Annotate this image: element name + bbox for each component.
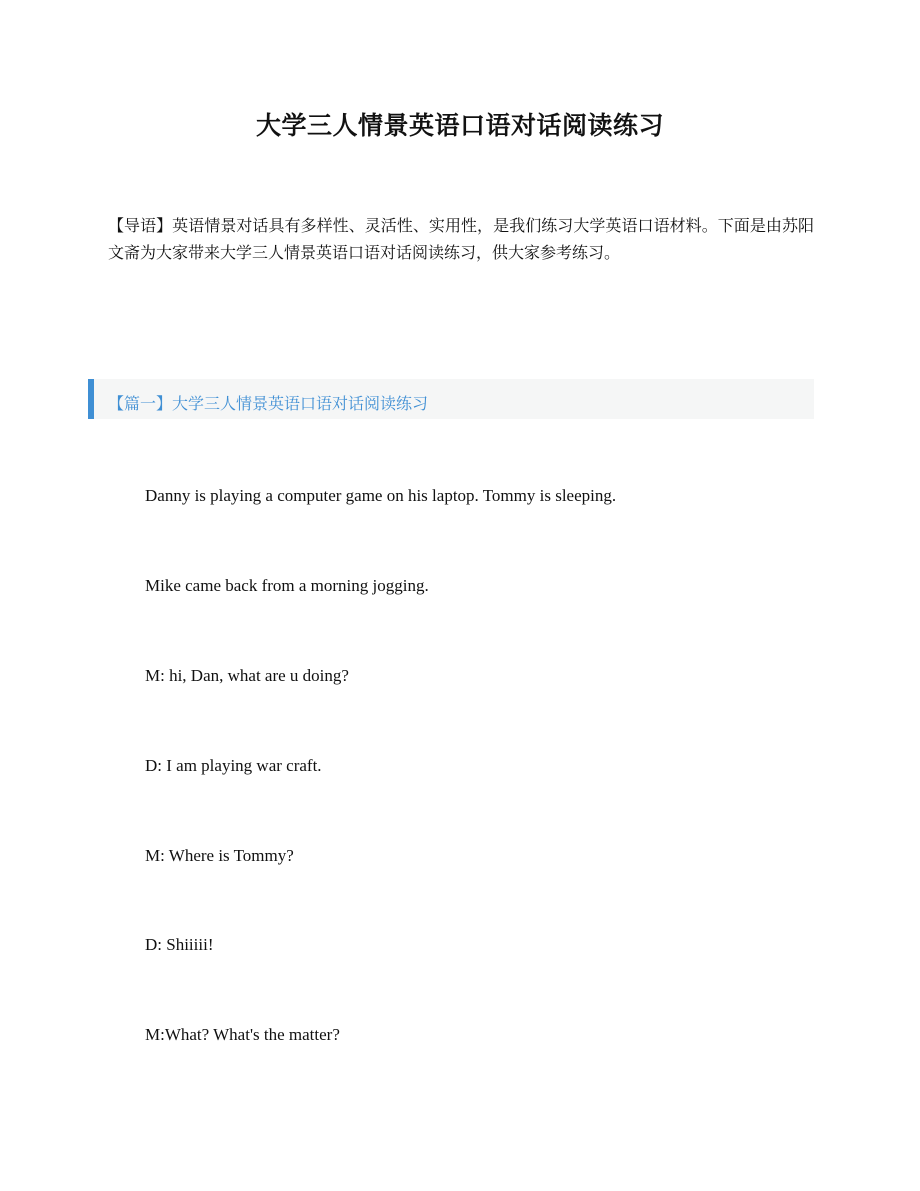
dialogue-paragraph: D: I am playing war craft. [145, 756, 322, 775]
section-heading-bar [88, 379, 814, 419]
section-title: 【篇一】大学三人情景英语口语对话阅读练习 [108, 394, 429, 413]
dialogue-paragraph: M: hi, Dan, what are u doing? [145, 666, 349, 685]
dialogue-paragraph: M:What? What's the matter? [145, 1025, 340, 1044]
intro-paragraph: 【导语】英语情景对话具有多样性、灵活性、实用性，是我们练习大学英语口语材料。下面是由苏阳文斋为大家带来大学三人情景英语口语对话阅读练习，供大家参考练习。 [108, 216, 814, 262]
dialogue-paragraph: D: Shiiiii! [145, 935, 214, 954]
dialogue-paragraph: Danny is playing a computer game on his laptop. Tommy is sleeping. [145, 486, 617, 505]
section-accent-stripe [88, 379, 94, 419]
dialogue-paragraph: Mike came back from a morning jogging. [145, 576, 429, 595]
dialogue-paragraph: M: Where is Tommy? [145, 846, 294, 865]
document-title: 大学三人情景英语口语对话阅读练习 [255, 111, 664, 140]
